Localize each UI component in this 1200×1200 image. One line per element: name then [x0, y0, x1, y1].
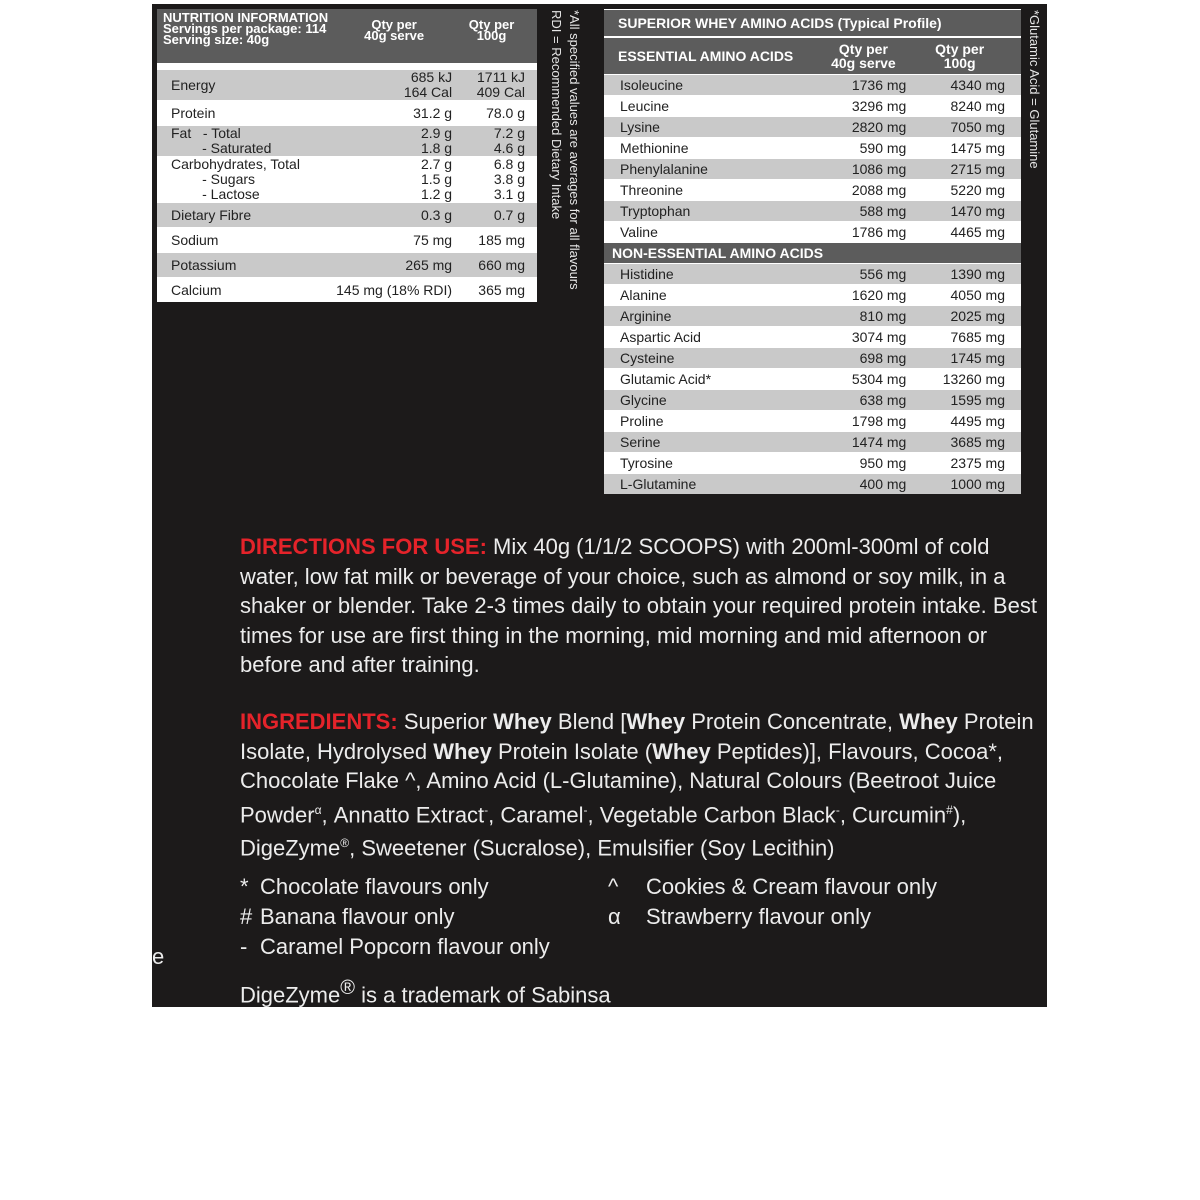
amino-col-serve-line1: Qty per: [838, 41, 888, 57]
amino-name: Glycine: [604, 390, 821, 411]
amino-qty-100g: 1470 mg: [914, 201, 1021, 222]
ingredient-bold: Whey: [652, 738, 711, 764]
footnote-symbol: α: [608, 904, 621, 929]
amino-qty-100g: 7050 mg: [914, 117, 1021, 138]
col-serve-line2: 40g serve: [364, 28, 425, 43]
amino-name: Tyrosine: [604, 453, 821, 474]
amino-col-100-line1: Qty per: [935, 41, 985, 57]
amino-name: Phenylalanine: [604, 159, 821, 180]
nutrient-label: Calcium: [157, 278, 336, 303]
ingredient-marker: ®: [340, 836, 350, 851]
nutrient-label: Sodium: [157, 228, 336, 253]
amino-name: Cysteine: [604, 348, 821, 369]
qty-per-100g: 0.7 g: [458, 203, 537, 228]
ingredient-text: , Vegetable Carbon Black: [587, 801, 836, 827]
nutrition-title: NUTRITION INFORMATION: [163, 10, 329, 25]
nutrition-row: [157, 228, 537, 253]
amino-row: [604, 348, 1021, 369]
amino-qty-100g: 4050 mg: [914, 285, 1021, 306]
amino-qty-serve: 950 mg: [821, 453, 915, 474]
ingredient-text: , Sweetener (Sucralose), Emulsifier (Soy Lecithin): [349, 835, 835, 861]
ingredient-bold: Whey: [433, 738, 492, 764]
amino-row: [604, 117, 1021, 138]
amino-qty-serve: 3296 mg: [821, 96, 915, 117]
qty-per-100g: 365 mg: [458, 278, 537, 303]
nutrient-label: Carbohydrates, Total - Sugars - Lactose: [157, 157, 336, 203]
amino-name: Valine: [604, 222, 821, 243]
amino-name: Methionine: [604, 138, 821, 159]
amino-row: [604, 390, 1021, 411]
ingredient-text: , Annatto Extract: [321, 801, 485, 827]
amino-row: [604, 432, 1021, 453]
amino-row: [604, 411, 1021, 432]
trademark-text: is a trademark of Sabinsa: [355, 982, 611, 1007]
footnote-text: Banana flavour only: [260, 904, 455, 929]
amino-qty-100g: 1475 mg: [914, 138, 1021, 159]
footnotes-left: [240, 872, 550, 962]
amino-name: Arginine: [604, 306, 821, 327]
nutrient-label: Energy: [157, 70, 336, 101]
ingredient-marker: -: [835, 802, 840, 817]
amino-row: [604, 306, 1021, 327]
amino-row: [604, 474, 1021, 495]
trademark-note: [240, 977, 611, 1007]
footnote-symbol: *: [240, 874, 249, 899]
ingredient-text: , Caramel: [488, 801, 584, 827]
averages-note: *All specified values are averages for all flavours: [567, 10, 582, 290]
amino-row: [604, 75, 1021, 96]
qty-per-serve: 145 mg (18% RDI): [336, 278, 458, 303]
qty-per-100g: 7.2 g 4.6 g: [458, 126, 537, 157]
amino-qty-serve: 588 mg: [821, 201, 915, 222]
qty-per-serve: 2.9 g 1.8 g: [336, 126, 458, 157]
nutrient-label: Protein: [157, 101, 336, 126]
nutrition-row: [157, 126, 537, 157]
amino-row: [604, 369, 1021, 390]
amino-qty-serve: 1620 mg: [821, 285, 915, 306]
amino-col-serve-line2: 40g serve: [831, 55, 896, 71]
amino-name: Threonine: [604, 180, 821, 201]
amino-table: [604, 9, 1021, 494]
qty-per-serve: 685 kJ 164 Cal: [336, 70, 458, 101]
amino-qty-serve: 3074 mg: [821, 327, 915, 348]
directions-paragraph: [240, 532, 1045, 680]
qty-per-100g: 660 mg: [458, 253, 537, 278]
ingredients-label: INGREDIENTS:: [240, 709, 398, 734]
servings-per-package: Servings per package: 114: [163, 21, 327, 36]
footnote-symbol: ^: [608, 874, 619, 899]
amino-qty-serve: 1798 mg: [821, 411, 915, 432]
amino-name: L-Glutamine: [604, 474, 821, 495]
nutrition-header: [157, 9, 537, 63]
footnote-symbol: -: [240, 934, 248, 959]
amino-qty-100g: 2715 mg: [914, 159, 1021, 180]
amino-row: [604, 201, 1021, 222]
amino-qty-serve: 638 mg: [821, 390, 915, 411]
nutrient-label: Potassium: [157, 253, 336, 278]
amino-row: [604, 180, 1021, 201]
rdi-note: RDI = Recommended Dietary Intake: [549, 10, 564, 220]
ingredient-text: , Curcumin: [839, 801, 947, 827]
ingredient-text: Peptides)], Flavours, Cocoa*, Chocolate Flake ^, Amino Acid (L-Glutamine), Natural Colours (Beetroot Juice Powder: [240, 738, 1004, 827]
footnote-text: Strawberry flavour only: [646, 904, 871, 929]
directions-text: Mix 40g (1/1/2 SCOOPS) with 200ml-300ml of cold water, low fat milk or beverage of your choice, such as almond or soy milk, in a shaker or blender. Take 2-3 times daily to obtain your required protein intake. Best times for use are first thing in the morning, mid morning and mid afternoon or before and after training.: [240, 534, 1037, 677]
directions-label: DIRECTIONS FOR USE:: [240, 534, 487, 559]
nutrition-table: [157, 9, 537, 302]
amino-qty-100g: 13260 mg: [914, 369, 1021, 390]
amino-row: [604, 264, 1021, 285]
nutrition-row: [157, 203, 537, 228]
footnote-line: [240, 932, 550, 962]
qty-per-serve: 2.7 g 1.5 g 1.2 g: [336, 157, 458, 203]
amino-row: [604, 453, 1021, 474]
ingredient-marker: α: [314, 802, 322, 817]
nutrition-row: [157, 253, 537, 278]
qty-per-100g: 6.8 g 3.8 g 3.1 g: [458, 157, 537, 203]
amino-qty-100g: 4465 mg: [914, 222, 1021, 243]
ingredient-text: ), DigeZyme: [240, 801, 967, 861]
amino-row: [604, 96, 1021, 117]
amino-qty-serve: 590 mg: [821, 138, 915, 159]
amino-qty-serve: 698 mg: [821, 348, 915, 369]
footnote-symbol: #: [240, 904, 253, 929]
qty-per-100g: 1711 kJ 409 Cal: [458, 70, 537, 101]
amino-name: Tryptophan: [604, 201, 821, 222]
amino-qty-100g: 2375 mg: [914, 453, 1021, 474]
edge-letter: e: [152, 944, 165, 969]
amino-qty-serve: 556 mg: [821, 264, 915, 285]
amino-qty-serve: 1474 mg: [821, 432, 915, 453]
nutrition-row: [157, 101, 537, 126]
nutrition-row: [157, 278, 537, 303]
serving-size: Serving size: 40g: [163, 32, 270, 47]
amino-row: [604, 159, 1021, 180]
amino-qty-100g: 5220 mg: [914, 180, 1021, 201]
registered-mark: ®: [340, 977, 355, 999]
amino-title: SUPERIOR WHEY AMINO ACIDS (Typical Profile): [604, 10, 1021, 38]
footnote-line: [608, 902, 937, 932]
amino-qty-serve: 1736 mg: [821, 75, 915, 96]
footnote-text: Caramel Popcorn flavour only: [260, 934, 550, 959]
nonessential-heading: NON-ESSENTIAL AMINO ACIDS: [604, 243, 1021, 264]
amino-name: Histidine: [604, 264, 821, 285]
amino-name: Proline: [604, 411, 821, 432]
footnote-text: Chocolate flavours only: [260, 874, 489, 899]
amino-qty-100g: 2025 mg: [914, 306, 1021, 327]
label-panel: [152, 4, 1047, 1007]
amino-name: Serine: [604, 432, 821, 453]
nutrient-label: Dietary Fibre: [157, 203, 336, 228]
footnote-line: [608, 872, 937, 902]
glutamic-note: *Glutamic Acid = Glutamine: [1027, 10, 1042, 169]
ingredients-paragraph: [240, 707, 1045, 863]
qty-per-serve: 75 mg: [336, 228, 458, 253]
essential-heading: ESSENTIAL AMINO ACIDS: [604, 37, 821, 75]
footnotes-right: [608, 872, 937, 932]
ingredient-bold: Whey: [493, 709, 552, 734]
amino-qty-100g: 1000 mg: [914, 474, 1021, 495]
amino-qty-serve: 2088 mg: [821, 180, 915, 201]
ingredient-text: Protein Isolate, Hydrolysed: [240, 709, 1034, 764]
nutrition-row: [157, 70, 537, 101]
footnote-line: [240, 872, 550, 902]
amino-name: Lysine: [604, 117, 821, 138]
qty-per-100g: 185 mg: [458, 228, 537, 253]
amino-qty-serve: 1786 mg: [821, 222, 915, 243]
amino-qty-100g: 4495 mg: [914, 411, 1021, 432]
amino-col-100-line2: 100g: [943, 55, 976, 71]
footnote-text: Cookies & Cream flavour only: [646, 874, 938, 899]
amino-name: Aspartic Acid: [604, 327, 821, 348]
qty-per-serve: 31.2 g: [336, 101, 458, 126]
col-100-line1: Qty per: [468, 17, 515, 32]
ingredient-text: Blend [: [551, 709, 627, 734]
amino-name: Isoleucine: [604, 75, 821, 96]
amino-qty-serve: 2820 mg: [821, 117, 915, 138]
amino-qty-serve: 1086 mg: [821, 159, 915, 180]
footnote-line: [240, 902, 550, 932]
ingredient-text: Protein Concentrate,: [685, 709, 900, 734]
ingredient-marker: -: [484, 802, 489, 817]
nutrient-label: Fat - Total - Saturated: [157, 126, 336, 157]
qty-per-serve: 265 mg: [336, 253, 458, 278]
col-100-line2: 100g: [476, 28, 507, 43]
amino-qty-100g: 1745 mg: [914, 348, 1021, 369]
amino-qty-100g: 8240 mg: [914, 96, 1021, 117]
amino-row: [604, 222, 1021, 243]
amino-qty-100g: 1390 mg: [914, 264, 1021, 285]
ingredient-text: Superior: [403, 709, 494, 734]
qty-per-100g: 78.0 g: [458, 101, 537, 126]
ingredient-bold: Whey: [899, 709, 958, 734]
amino-qty-100g: 7685 mg: [914, 327, 1021, 348]
amino-qty-100g: 4340 mg: [914, 75, 1021, 96]
amino-name: Glutamic Acid*: [604, 369, 821, 390]
amino-row: [604, 285, 1021, 306]
amino-qty-serve: 5304 mg: [821, 369, 915, 390]
ingredient-text: Protein Isolate (: [491, 738, 653, 764]
ingredient-bold: Whey: [626, 709, 686, 734]
amino-qty-100g: 1595 mg: [914, 390, 1021, 411]
nutrition-row: [157, 157, 537, 203]
ingredient-marker: #: [946, 802, 953, 817]
amino-row: [604, 327, 1021, 348]
amino-name: Leucine: [604, 96, 821, 117]
amino-row: [604, 138, 1021, 159]
col-serve-line1: Qty per: [371, 17, 417, 32]
amino-qty-serve: 400 mg: [821, 474, 915, 495]
ingredient-marker: -: [583, 802, 588, 817]
qty-per-serve: 0.3 g: [336, 203, 458, 228]
amino-qty-100g: 3685 mg: [914, 432, 1021, 453]
amino-header: [604, 37, 1021, 75]
trademark-name: DigeZyme: [240, 982, 341, 1007]
amino-qty-serve: 810 mg: [821, 306, 915, 327]
amino-name: Alanine: [604, 285, 821, 306]
